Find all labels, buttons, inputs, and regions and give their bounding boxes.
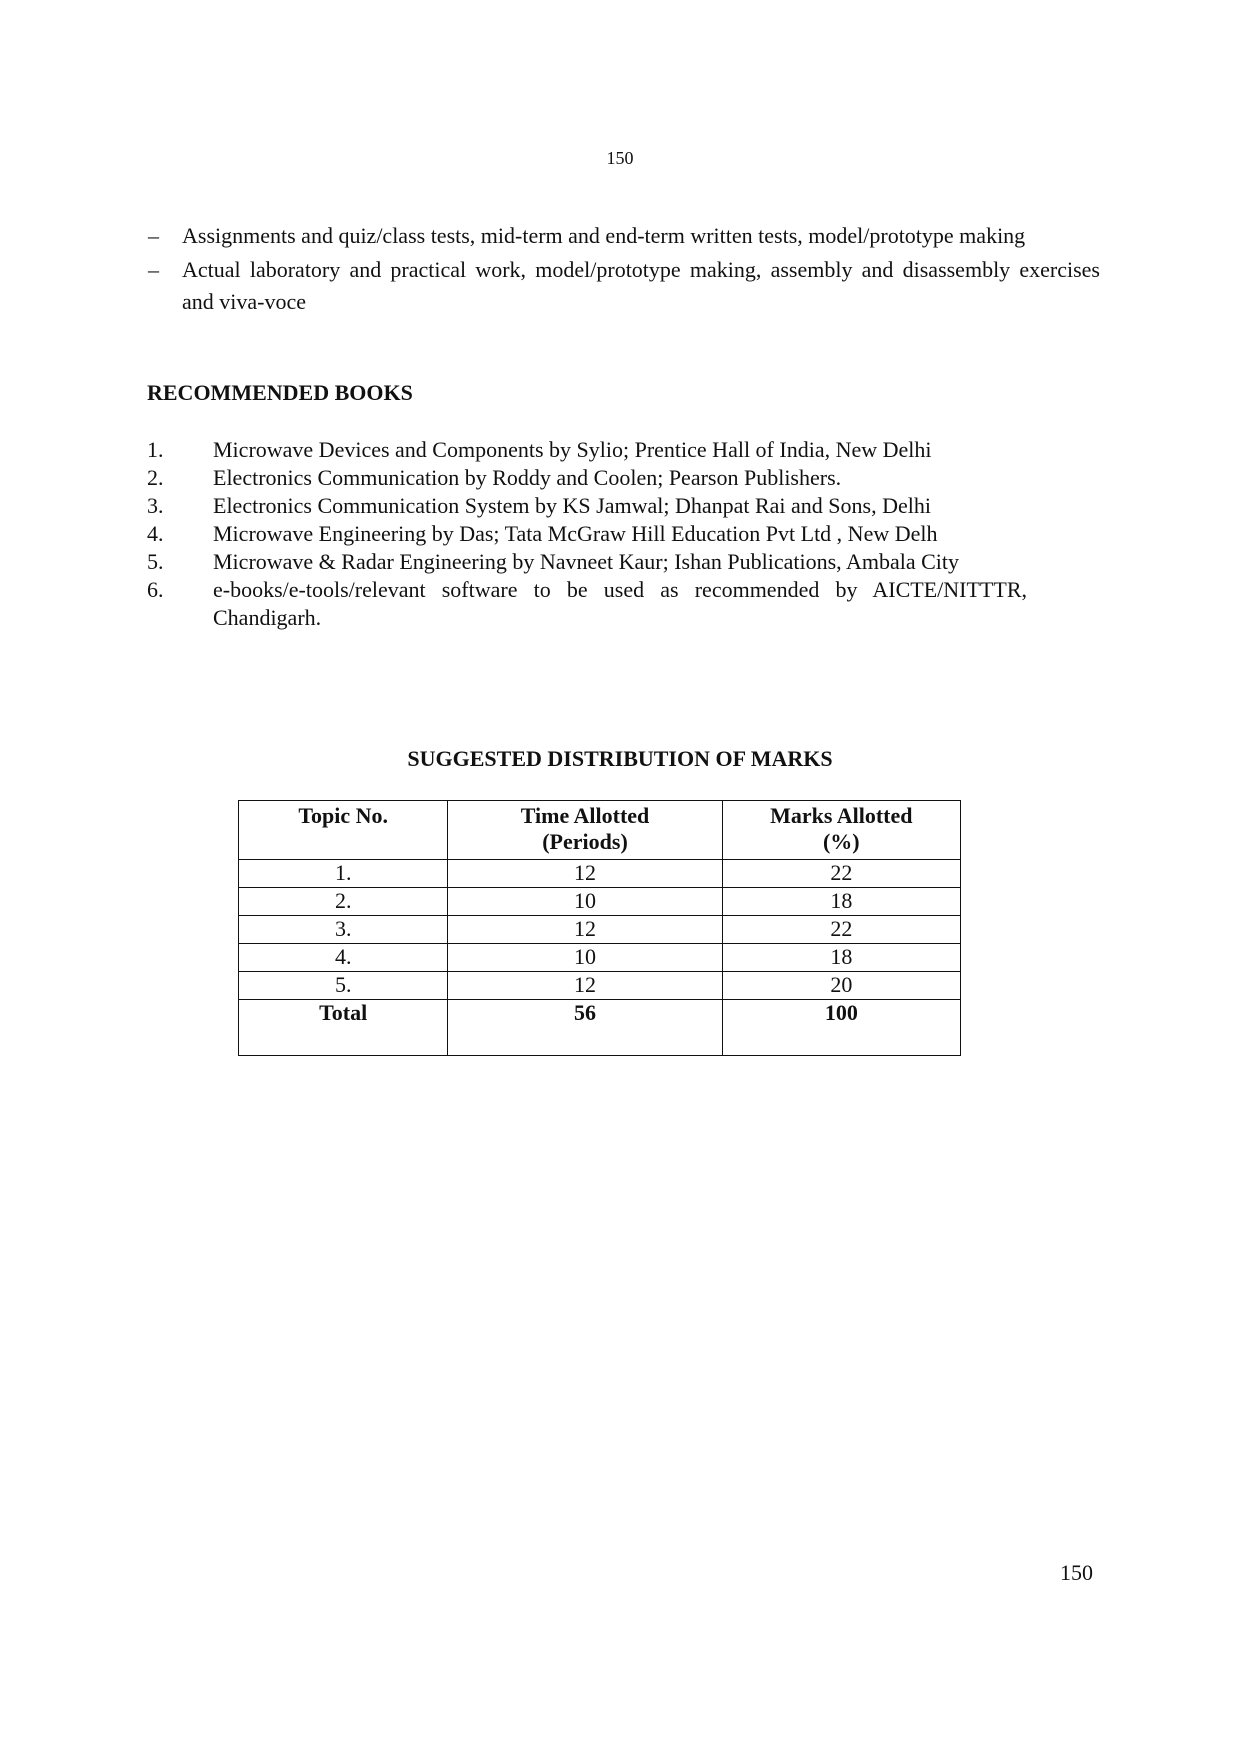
book-text: Microwave Devices and Components by Sylio; Prentice Hall of India, New Delhi	[213, 437, 932, 462]
marks-distribution-heading: SUGGESTED DISTRIBUTION OF MARKS	[407, 746, 833, 771]
topic-column-header: Topic No.	[239, 801, 448, 860]
assessment-bullet	[148, 254, 1100, 318]
time-cell: 10	[448, 888, 722, 916]
table-row	[239, 972, 961, 1000]
table-row	[239, 944, 961, 972]
marks-cell: 20	[722, 972, 960, 1000]
book-text: Electronics Communication System by KS Jamwal; Dhanpat Rai and Sons, Delhi	[213, 493, 931, 518]
book-item	[147, 436, 1027, 464]
bullet-text: Actual laboratory and practical work, model/prototype making, assembly and disassembly exercises and viva-voce	[182, 257, 1100, 314]
topic-cell: 1.	[239, 860, 448, 888]
book-item	[147, 548, 1027, 576]
marks-cell: 22	[722, 916, 960, 944]
table-header-row	[239, 801, 961, 860]
bullet-marker: –	[148, 223, 159, 248]
topic-cell: 3.	[239, 916, 448, 944]
marks-column-header: Marks Allotted (%)	[722, 801, 960, 860]
marks-distribution-table	[238, 800, 961, 1056]
time-cell: 12	[448, 972, 722, 1000]
table-row	[239, 860, 961, 888]
topic-cell: 5.	[239, 972, 448, 1000]
book-text: Microwave Engineering by Das; Tata McGraw Hill Education Pvt Ltd , New Delh	[213, 521, 938, 546]
recommended-books-heading: RECOMMENDED BOOKS	[147, 380, 413, 405]
table-row	[239, 916, 961, 944]
total-label-cell: Total	[239, 1000, 448, 1056]
book-text: Electronics Communication by Roddy and Coolen; Pearson Publishers.	[213, 465, 842, 490]
book-text: Microwave & Radar Engineering by Navneet Kaur; Ishan Publications, Ambala City	[213, 549, 959, 574]
time-cell: 10	[448, 944, 722, 972]
bullet-text: Assignments and quiz/class tests, mid-term and end-term written tests, model/prototype making	[182, 223, 1026, 248]
book-item	[147, 492, 1027, 520]
time-cell: 12	[448, 860, 722, 888]
assessment-bullet	[148, 220, 1100, 252]
book-item	[147, 464, 1027, 492]
book-number: 2.	[147, 465, 164, 490]
total-time-cell: 56	[448, 1000, 722, 1056]
marks-cell: 18	[722, 888, 960, 916]
assessment-bullet-list	[148, 220, 1100, 320]
book-item	[147, 520, 1027, 548]
topic-cell: 2.	[239, 888, 448, 916]
page-number-top: 150	[606, 148, 634, 168]
book-item	[147, 576, 1027, 632]
total-marks-cell: 100	[722, 1000, 960, 1056]
marks-cell: 22	[722, 860, 960, 888]
bullet-marker: –	[148, 257, 159, 282]
time-cell: 12	[448, 916, 722, 944]
marks-cell: 18	[722, 944, 960, 972]
book-text: e-books/e-tools/relevant software to be used as recommended by AICTE/NITTTR, Chandigarh.	[213, 577, 1027, 630]
total-row	[239, 1000, 961, 1056]
topic-cell: 4.	[239, 944, 448, 972]
book-number: 3.	[147, 493, 164, 518]
table-row	[239, 888, 961, 916]
book-number: 5.	[147, 549, 164, 574]
time-column-header: Time Allotted (Periods)	[448, 801, 722, 860]
page-number-bottom: 150	[1060, 1560, 1093, 1585]
book-number: 6.	[147, 577, 164, 602]
book-number: 4.	[147, 521, 164, 546]
recommended-books-list	[147, 436, 1027, 632]
book-number: 1.	[147, 437, 164, 462]
